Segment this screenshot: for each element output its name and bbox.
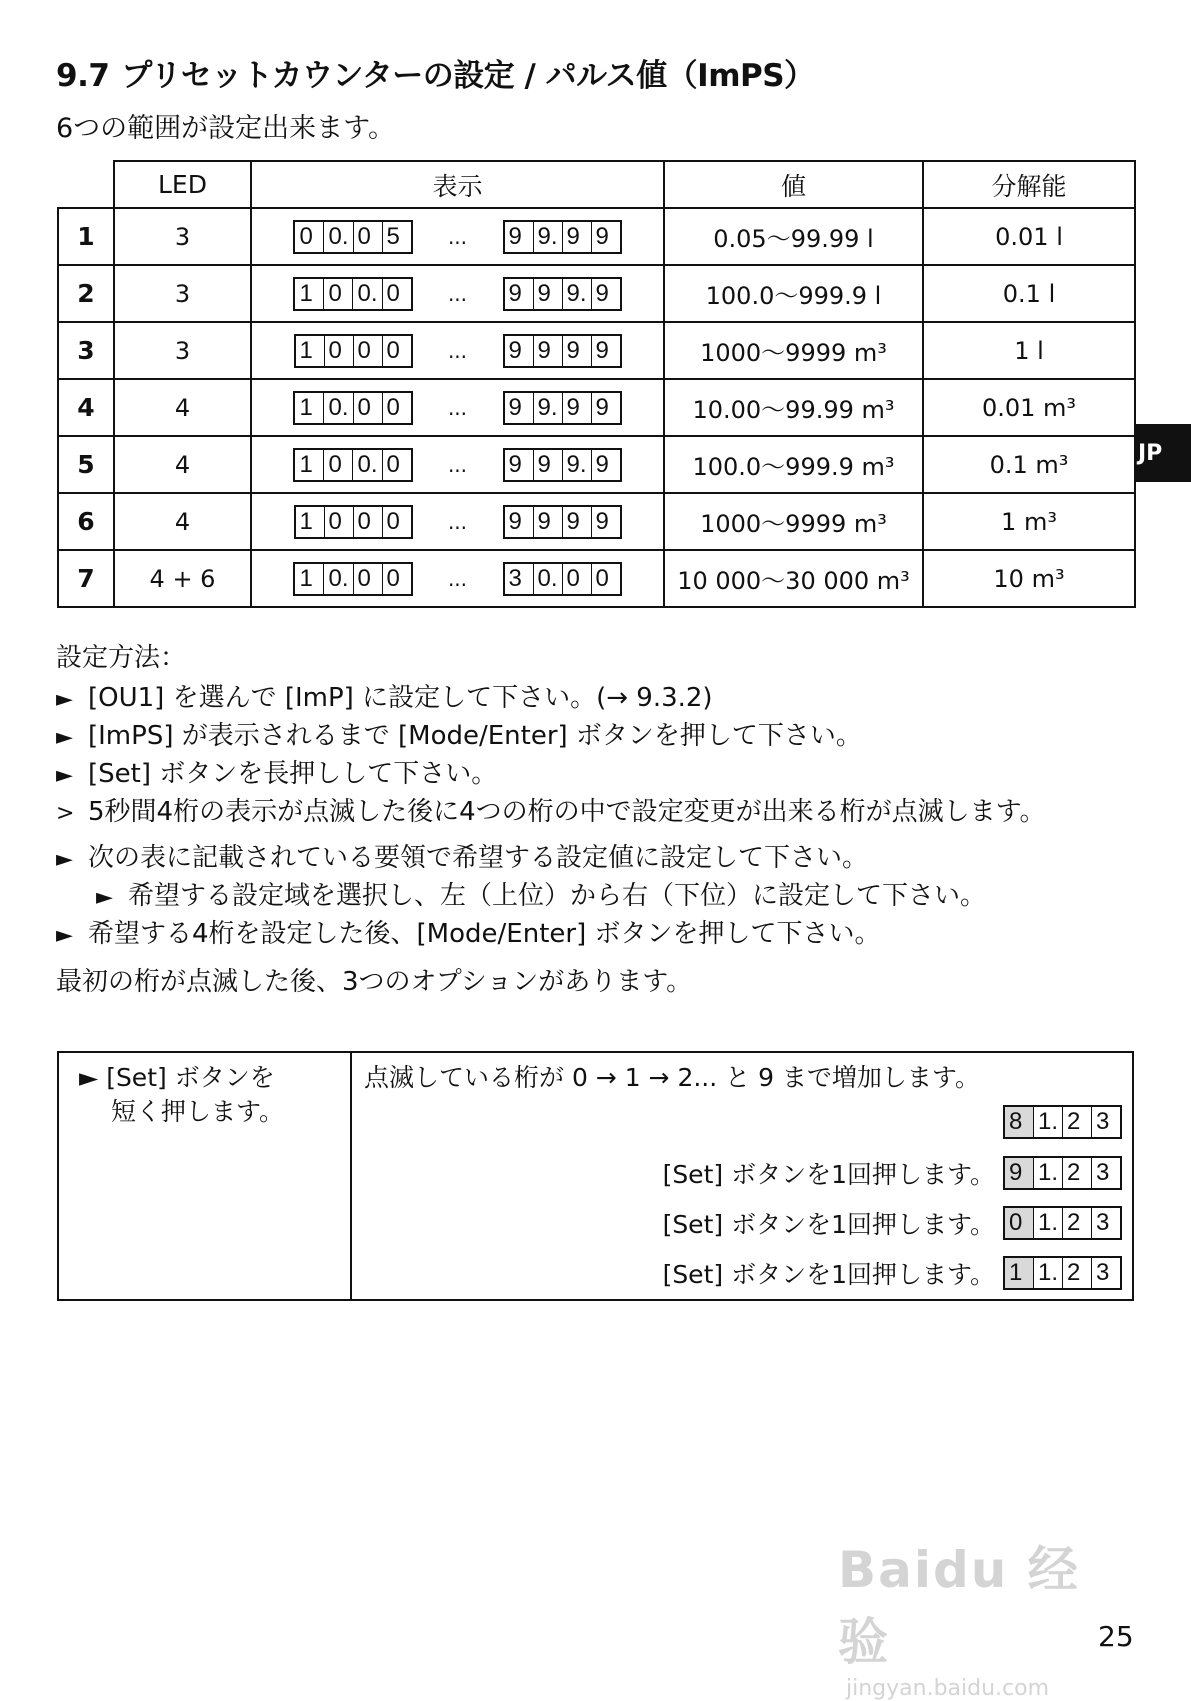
lcd-display <box>503 277 622 311</box>
press-label: [Set] ボタンを1回押します。 <box>662 1260 995 1289</box>
lcd-digit: 9 <box>591 222 620 252</box>
arrow-icon: ► <box>96 885 113 910</box>
method-step-text: 希望する4桁を設定した後、[Mode/Enter] ボタンを押して下さい。 <box>88 919 881 949</box>
lcd-digit: 9 <box>508 393 522 421</box>
value-cell: 1000～9999 m³ <box>664 322 923 379</box>
lcd-digit: 0 <box>1005 1208 1033 1238</box>
lcd-digit: 0 <box>382 336 411 366</box>
lcd-digit: 9 <box>591 450 620 480</box>
range-ellipsis: ... <box>447 224 468 249</box>
greater-than-icon: > <box>56 801 75 826</box>
lcd-digit: 0 <box>324 336 353 366</box>
option-description: 点滅している桁が 0 → 1 → 2... と 9 まで増加します。 <box>364 1063 980 1092</box>
arrow-icon: ► <box>79 1063 99 1092</box>
method-step <box>56 916 1136 954</box>
table-header-row <box>58 161 1135 208</box>
method-step <box>56 680 1136 718</box>
method-substep-text: 希望する設定域を選択し、左（上位）から右（下位）に設定して下さい。 <box>128 881 987 911</box>
resolution-cell: 0.01 l <box>923 208 1135 265</box>
lcd-display <box>293 562 412 596</box>
table-row <box>58 322 1135 379</box>
lcd-digit: 0 <box>324 507 353 537</box>
range-ellipsis: ... <box>447 452 468 477</box>
lcd-display <box>1003 1105 1122 1139</box>
lcd-digit: 1 <box>299 279 313 307</box>
lcd-digit: 0 <box>323 279 352 309</box>
lcd-digit: 0 <box>353 507 382 537</box>
lcd-display <box>503 220 622 254</box>
row-index: 7 <box>58 550 114 607</box>
lcd-display <box>294 334 413 368</box>
lcd-digit: 9 <box>562 336 591 366</box>
method-step <box>56 718 1136 756</box>
section-number: 9.7 <box>56 58 110 94</box>
row-index: 2 <box>58 265 114 322</box>
lcd-digit: 9 <box>591 507 620 537</box>
lcd-digit: 1. <box>1033 1258 1062 1288</box>
lcd-digit: 0 <box>382 564 411 594</box>
range-ellipsis: ... <box>447 566 468 591</box>
value-cell: 10.00～99.99 m³ <box>664 379 923 436</box>
lcd-digit: 0 <box>562 564 591 594</box>
lcd-digit: 9 <box>562 222 591 252</box>
method-substep <box>56 878 1136 916</box>
language-tab: JP <box>1136 424 1191 482</box>
lcd-digit: 0 <box>382 393 411 423</box>
display-cell <box>251 265 664 322</box>
lcd-digit: 9 <box>508 222 522 250</box>
lcd-digit: 5 <box>382 222 411 252</box>
led-cell: 4 <box>114 493 251 550</box>
header-value: 値 <box>664 161 923 208</box>
lcd-digit: 3 <box>1091 1158 1120 1188</box>
value-cell: 1000～9999 m³ <box>664 493 923 550</box>
table-row <box>58 265 1135 322</box>
led-cell: 3 <box>114 265 251 322</box>
section-title <box>56 50 815 95</box>
lcd-display <box>503 505 622 539</box>
lcd-display <box>293 391 412 425</box>
method-result <box>56 794 1136 832</box>
lcd-digit: 0 <box>353 393 382 423</box>
display-cell <box>251 550 664 607</box>
method-step-text: [ImPS] が表示されるまで [Mode/Enter] ボタンを押して下さい。 <box>88 721 862 751</box>
lcd-digit: 1 <box>1005 1258 1033 1288</box>
press-label: [Set] ボタンを1回押します。 <box>662 1160 995 1189</box>
section-title-text: プリセットカウンターの設定 / パルス値（ImPS） <box>121 58 815 94</box>
lcd-digit: 0. <box>323 564 352 594</box>
lcd-digit: 9 <box>591 336 620 366</box>
arrow-icon: ► <box>56 923 73 948</box>
watermark-url: jingyan.baidu.com <box>846 1676 1050 1701</box>
table-row <box>58 550 1135 607</box>
resolution-cell: 0.1 l <box>923 265 1135 322</box>
setting-method <box>56 640 1136 1000</box>
row-index: 5 <box>58 436 114 493</box>
option-action <box>59 1053 352 1299</box>
method-step <box>56 840 1136 878</box>
led-cell: 3 <box>114 322 251 379</box>
lcd-digit: 1. <box>1033 1208 1062 1238</box>
lcd-display <box>293 220 412 254</box>
display-step <box>663 1255 1122 1291</box>
method-heading: 設定方法： <box>56 643 187 673</box>
lcd-digit: 2 <box>1062 1158 1091 1188</box>
lcd-digit: 9 <box>508 336 522 364</box>
resolution-cell: 10 m³ <box>923 550 1135 607</box>
display-cell <box>251 379 664 436</box>
lcd-digit: 9 <box>591 393 620 423</box>
led-cell: 4 <box>114 436 251 493</box>
lcd-digit: 3 <box>1091 1107 1120 1137</box>
arrow-icon: ► <box>56 763 73 788</box>
method-step-text: 次の表に記載されている要領で希望する設定値に設定して下さい。 <box>88 843 869 873</box>
display-cell <box>251 322 664 379</box>
preset-range-table <box>57 160 1136 608</box>
lcd-digit: 9 <box>533 336 562 366</box>
lcd-digit: 2 <box>1062 1107 1091 1137</box>
lcd-digit: 9 <box>533 279 562 309</box>
header-resolution: 分解能 <box>923 161 1135 208</box>
lcd-display <box>293 277 412 311</box>
option-action-line1: [Set] ボタンを <box>106 1063 275 1092</box>
lcd-digit: 1 <box>299 393 313 421</box>
lcd-digit: 8 <box>1005 1107 1033 1137</box>
table-row <box>58 379 1135 436</box>
value-cell: 0.05～99.99 l <box>664 208 923 265</box>
lcd-digit: 1. <box>1033 1158 1062 1188</box>
lcd-digit: 0 <box>591 564 620 594</box>
lcd-digit: 2 <box>1062 1208 1091 1238</box>
lcd-digit: 9 <box>508 279 522 307</box>
value-cell: 10 000～30 000 m³ <box>664 550 923 607</box>
table-row <box>58 208 1135 265</box>
lcd-digit: 0 <box>353 336 382 366</box>
lcd-digit: 0 <box>382 279 411 309</box>
lcd-digit: 9 <box>591 279 620 309</box>
lcd-digit: 9. <box>533 222 562 252</box>
resolution-cell: 0.01 m³ <box>923 379 1135 436</box>
led-cell: 4 + 6 <box>114 550 251 607</box>
lcd-digit: 9 <box>562 507 591 537</box>
lcd-digit: 0 <box>299 222 313 250</box>
arrow-icon: ► <box>56 847 73 872</box>
option-result <box>352 1053 1132 1299</box>
lcd-digit: 9. <box>562 450 591 480</box>
led-cell: 4 <box>114 379 251 436</box>
display-step <box>663 1205 1122 1241</box>
resolution-cell: 1 l <box>923 322 1135 379</box>
lcd-digit: 1 <box>299 450 313 478</box>
arrow-icon: ► <box>56 725 73 750</box>
lcd-digit: 3 <box>1091 1208 1120 1238</box>
lcd-digit: 0 <box>353 222 382 252</box>
method-result-text: 5秒間4桁の表示が点滅した後に4つの桁の中で設定変更が出来る桁が点滅します。 <box>88 797 1046 827</box>
press-label: [Set] ボタンを1回押します。 <box>662 1210 995 1239</box>
table-row <box>58 436 1135 493</box>
table-row <box>58 493 1135 550</box>
lcd-display <box>1003 1206 1122 1240</box>
lcd-digit: 9 <box>533 507 562 537</box>
lcd-display <box>1003 1256 1122 1290</box>
lcd-display <box>503 562 622 596</box>
lcd-digit: 9 <box>562 393 591 423</box>
resolution-cell: 1 m³ <box>923 493 1135 550</box>
lcd-digit: 1 <box>299 336 313 364</box>
lcd-digit: 2 <box>1062 1258 1091 1288</box>
row-index: 4 <box>58 379 114 436</box>
lcd-digit: 9. <box>533 393 562 423</box>
display-cell <box>251 436 664 493</box>
lcd-digit: 0 <box>382 507 411 537</box>
lcd-display <box>503 391 622 425</box>
lcd-digit: 1 <box>299 507 313 535</box>
lcd-digit: 0 <box>353 564 382 594</box>
arrow-icon: ► <box>56 687 73 712</box>
range-ellipsis: ... <box>447 395 468 420</box>
method-step-text: [Set] ボタンを長押しして下さい。 <box>88 759 498 789</box>
value-cell: 100.0～999.9 l <box>664 265 923 322</box>
header-led: LED <box>114 161 251 208</box>
row-index: 3 <box>58 322 114 379</box>
lcd-digit: 9 <box>1005 1158 1033 1188</box>
lcd-digit: 0. <box>352 450 381 480</box>
lcd-digit: 9 <box>508 507 522 535</box>
page-number: 25 <box>1098 1620 1134 1653</box>
lcd-digit: 9. <box>562 279 591 309</box>
lcd-digit: 1. <box>1033 1107 1062 1137</box>
table-body <box>58 208 1135 607</box>
lcd-display <box>293 448 412 482</box>
resolution-cell: 0.1 m³ <box>923 436 1135 493</box>
display-step <box>663 1155 1122 1191</box>
lcd-display <box>1003 1156 1122 1190</box>
led-cell: 3 <box>114 208 251 265</box>
lcd-digit: 9 <box>533 450 562 480</box>
lcd-digit: 0 <box>323 450 352 480</box>
lcd-digit: 9 <box>508 450 522 478</box>
method-step <box>56 756 1136 794</box>
display-cell <box>251 493 664 550</box>
lcd-digit: 0. <box>533 564 562 594</box>
range-ellipsis: ... <box>447 509 468 534</box>
lcd-display <box>503 448 622 482</box>
value-cell: 100.0～999.9 m³ <box>664 436 923 493</box>
lcd-digit: 0. <box>352 279 381 309</box>
lcd-digit: 0 <box>382 450 411 480</box>
row-index: 6 <box>58 493 114 550</box>
row-index: 1 <box>58 208 114 265</box>
range-ellipsis: ... <box>447 338 468 363</box>
option-box <box>57 1051 1134 1301</box>
options-intro: 最初の桁が点滅した後、3つのオプションがあります。 <box>56 967 693 997</box>
intro-text: 6つの範囲が設定出来ます。 <box>56 113 396 144</box>
lcd-digit: 0. <box>323 222 352 252</box>
range-ellipsis: ... <box>447 281 468 306</box>
display-step <box>1003 1105 1122 1139</box>
method-step-text: [OU1] を選んで [ImP] に設定して下さい。(→ 9.3.2) <box>88 683 713 713</box>
lcd-display <box>294 505 413 539</box>
lcd-digit: 1 <box>299 564 313 592</box>
header-display: 表示 <box>251 161 664 208</box>
lcd-digit: 0. <box>323 393 352 423</box>
lcd-digit: 3 <box>508 564 522 592</box>
display-cell <box>251 208 664 265</box>
watermark-brand: Baidu 经验 <box>838 1541 1080 1671</box>
option-action-line2: 短く押します。 <box>111 1097 285 1126</box>
lcd-digit: 3 <box>1091 1258 1120 1288</box>
header-blank <box>58 161 114 208</box>
lcd-display <box>503 334 622 368</box>
